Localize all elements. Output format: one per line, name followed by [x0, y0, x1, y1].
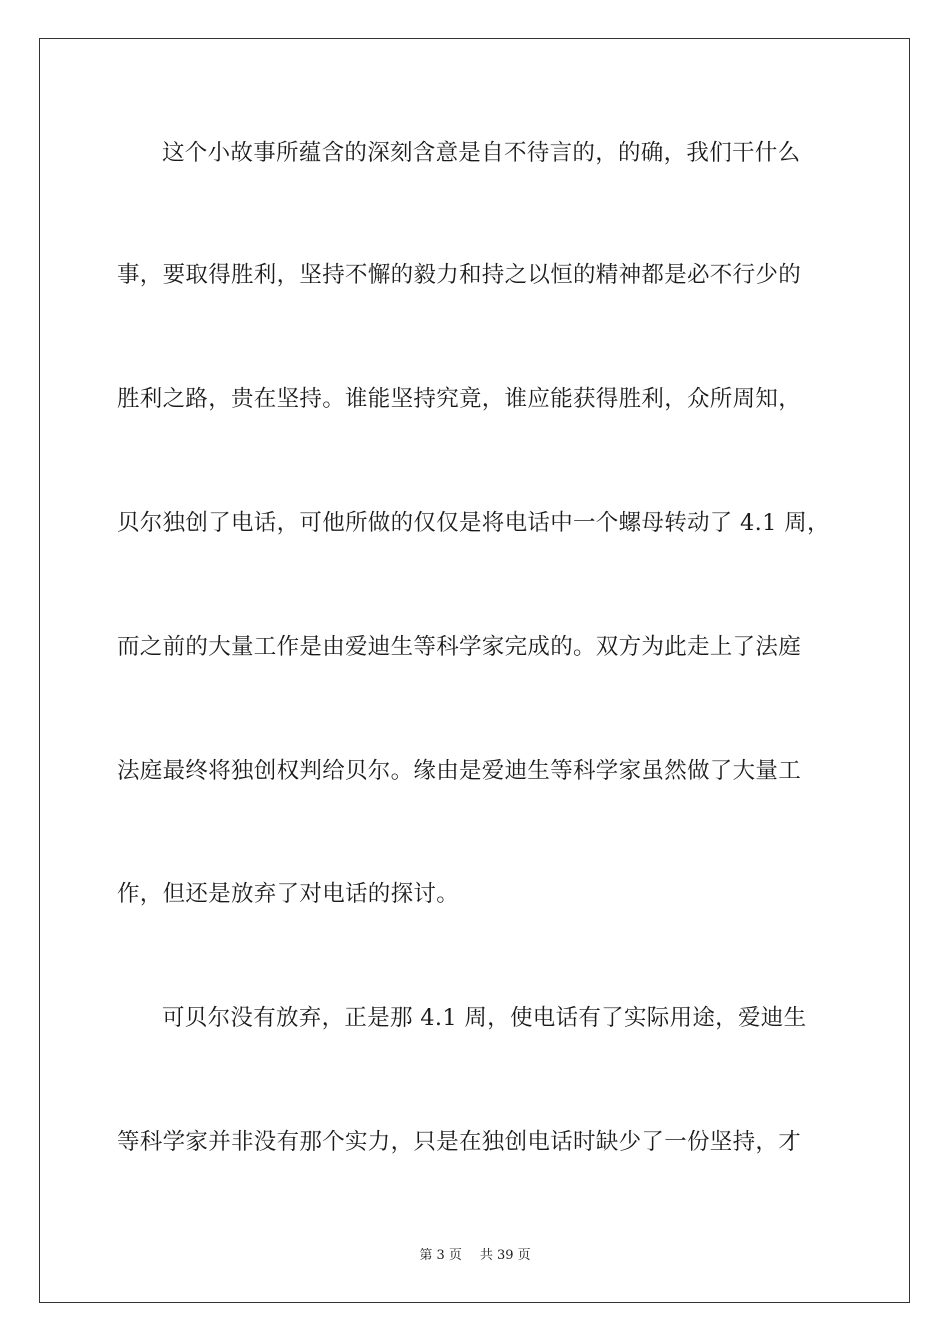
paragraph-line-8: 可贝尔没有放弃，正是那 4.1 周，使电话有了实际用途，爱迪生	[162, 1005, 807, 1031]
page-footer	[0, 1247, 950, 1265]
paragraph-line-9: 等科学家并非没有那个实力，只是在独创电话时缺少了一份坚持，才	[117, 1129, 802, 1155]
paragraph-line-3: 胜利之路，贵在坚持。谁能坚持究竟，谁应能获得胜利，众所周知，	[117, 386, 802, 412]
paragraph-line-1: 这个小故事所蕴含的深刻含意是自不待言的，的确，我们干什么	[162, 140, 801, 166]
page-border	[39, 38, 910, 1303]
total-page-count: 共 39 页	[479, 1248, 531, 1263]
paragraph-line-5: 而之前的大量工作是由爱迪生等科学家完成的。双方为此走上了法庭	[117, 634, 802, 660]
paragraph-line-6: 法庭最终将独创权判给贝尔。缘由是爱迪生等科学家虽然做了大量工	[117, 758, 802, 784]
paragraph-line-4: 贝尔独创了电话，可他所做的仅仅是将电话中一个螺母转动了 4.1 周，	[117, 510, 830, 536]
current-page-number: 第 3 页	[419, 1248, 462, 1263]
paragraph-line-7: 作，但还是放弃了对电话的探讨。	[117, 881, 460, 907]
paragraph-line-2: 事，要取得胜利，坚持不懈的毅力和持之以恒的精神都是必不行少的	[117, 262, 802, 288]
